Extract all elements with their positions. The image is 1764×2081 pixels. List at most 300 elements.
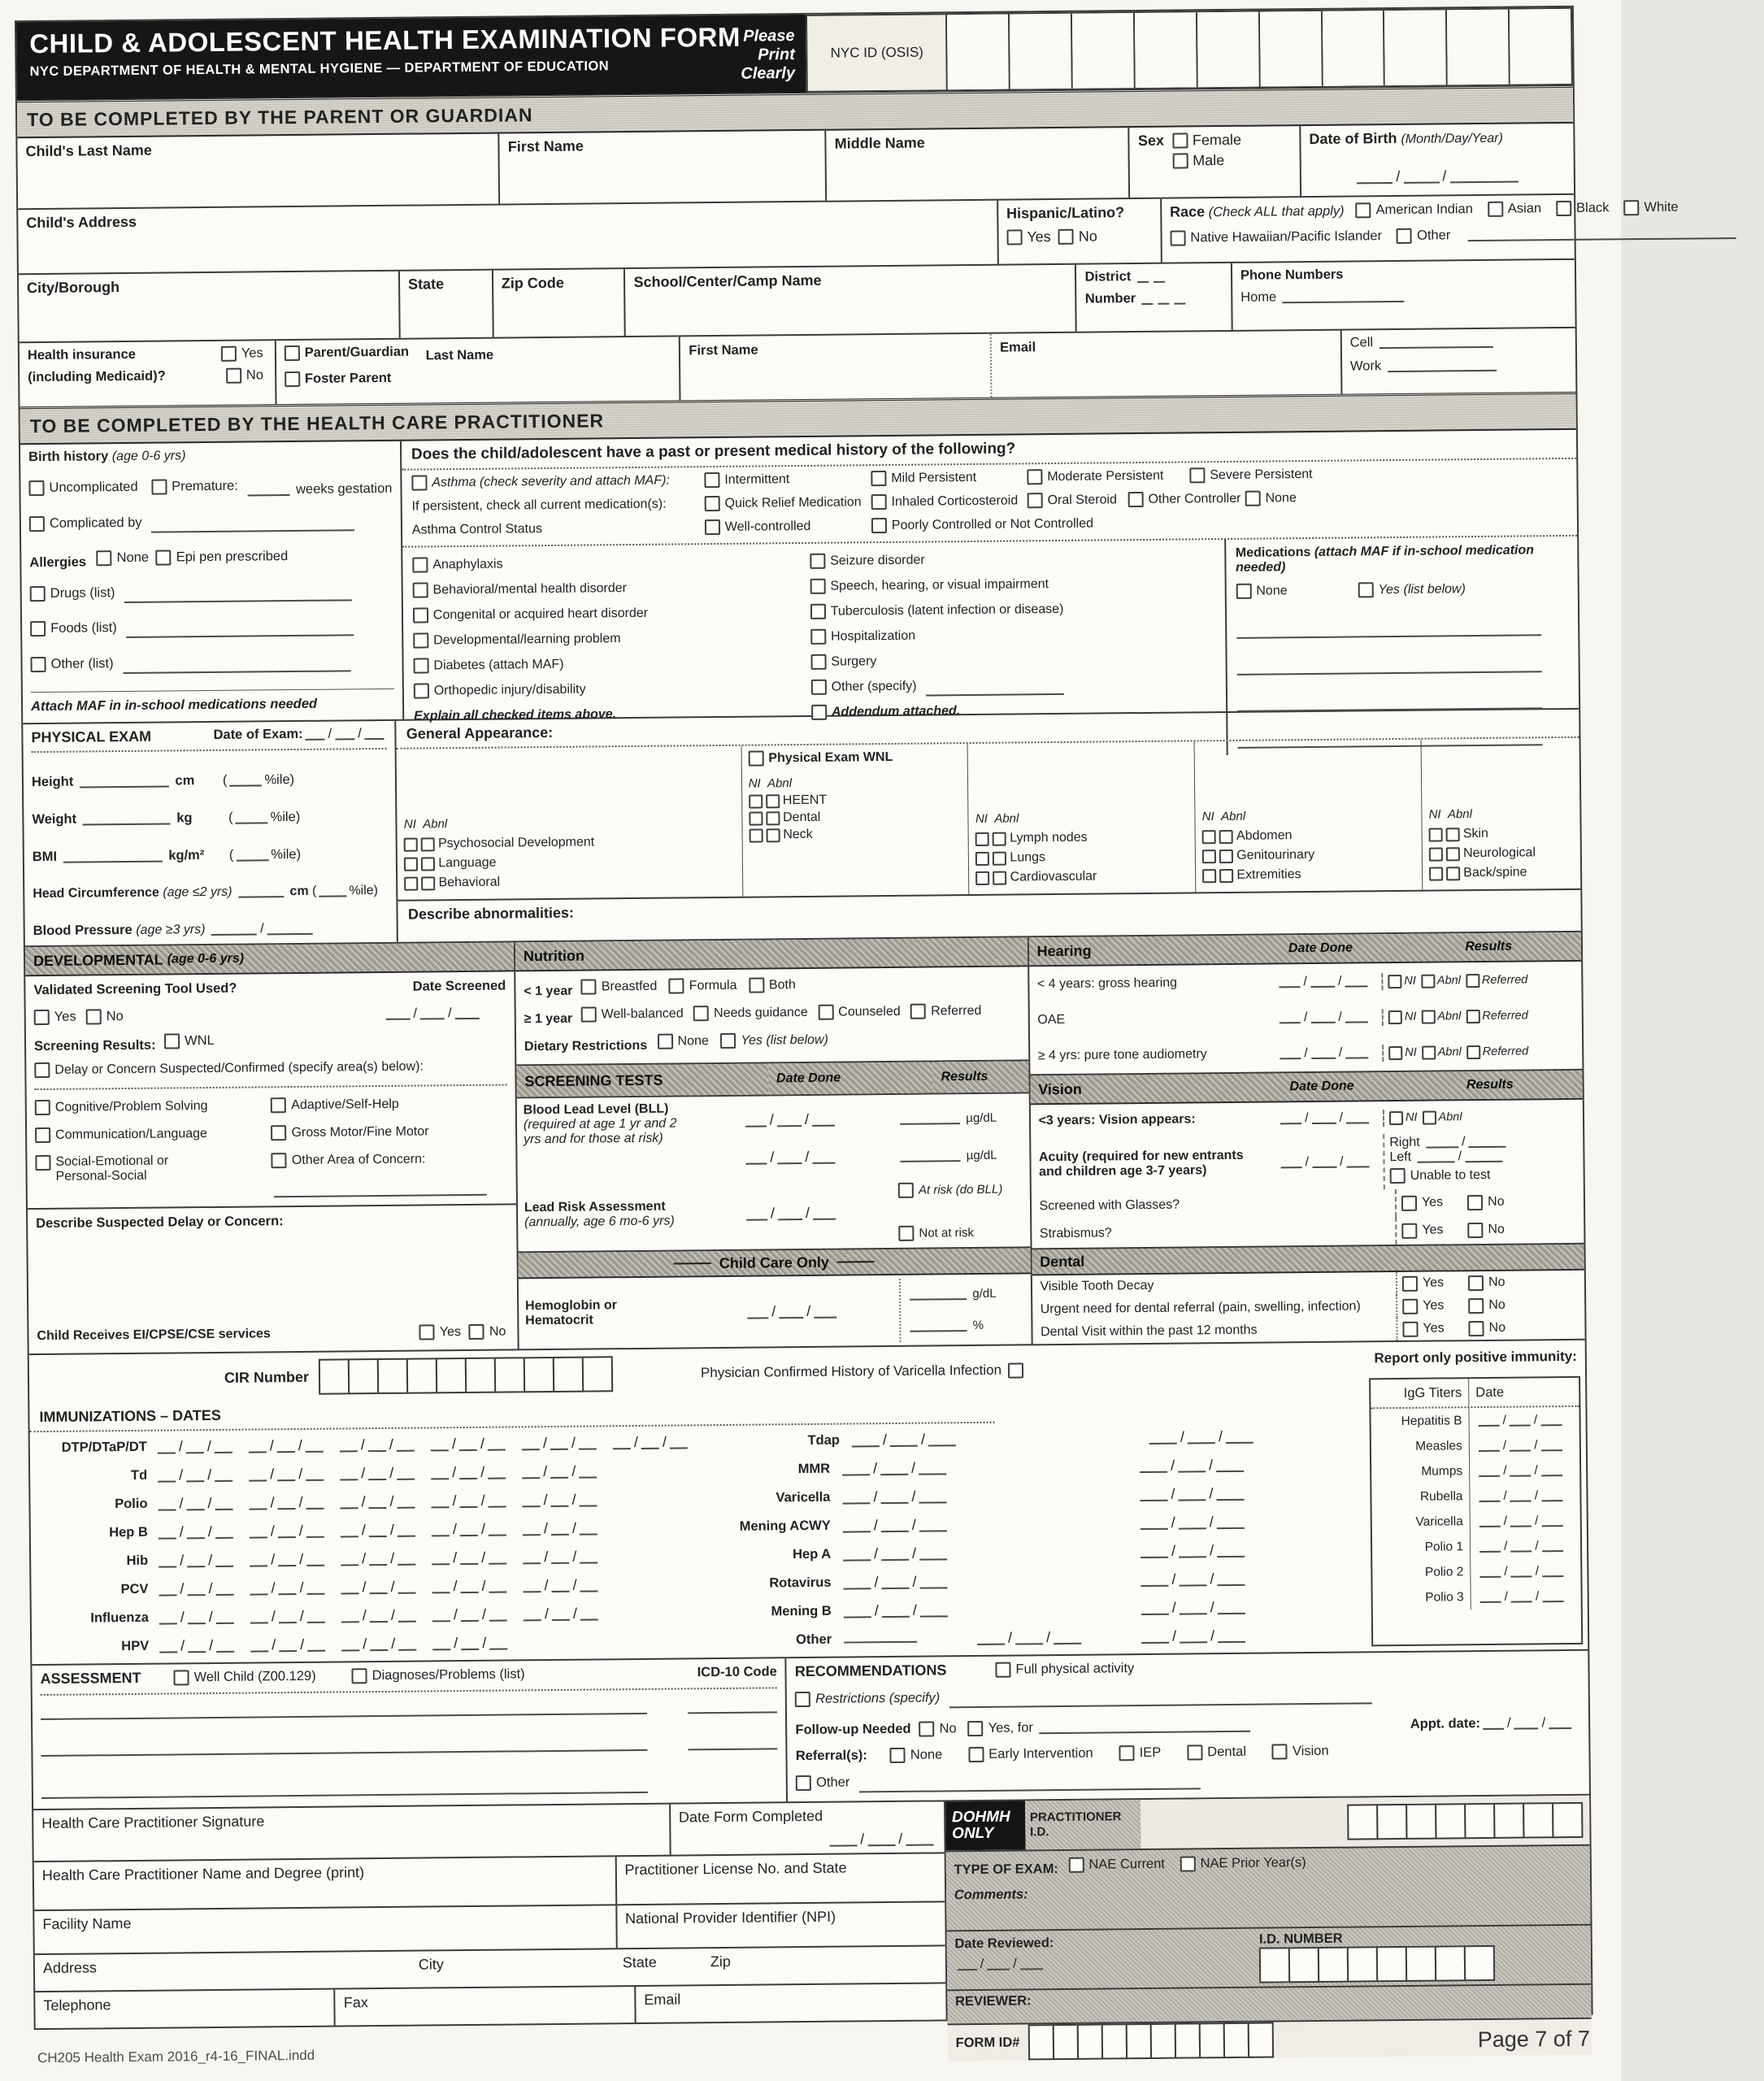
blank-segment[interactable] — [431, 1439, 449, 1451]
blank-segment[interactable] — [881, 1549, 909, 1561]
option-premature[interactable] — [151, 479, 241, 495]
blank-segment[interactable] — [1541, 1489, 1562, 1501]
checkbox[interactable] — [413, 632, 428, 648]
blank-segment[interactable] — [1510, 1489, 1532, 1501]
blank-segment[interactable] — [215, 1470, 232, 1482]
checkbox[interactable] — [1202, 849, 1216, 863]
write-in-box[interactable] — [1347, 1804, 1378, 1840]
checkbox[interactable] — [1469, 1320, 1484, 1336]
write-in-box[interactable] — [1174, 2022, 1200, 2058]
rec-other-blank[interactable] — [859, 1777, 1201, 1792]
blank-segment[interactable] — [919, 1548, 947, 1560]
write-in-box[interactable] — [436, 1358, 467, 1393]
option-ref-dental[interactable] — [1187, 1744, 1249, 1761]
head-pct-blank[interactable] — [319, 884, 346, 897]
option-hearing-abnl[interactable]: Abnl — [1422, 1045, 1462, 1059]
write-in-box[interactable] — [1149, 2023, 1175, 2059]
number-blank[interactable] — [1158, 293, 1170, 305]
blank-segment[interactable] — [455, 1007, 480, 1019]
option-cognitive[interactable] — [35, 1098, 211, 1115]
blank-segment[interactable] — [1541, 1464, 1562, 1476]
option-services-yes[interactable] — [419, 1324, 464, 1340]
blank-segment[interactable] — [881, 1520, 909, 1532]
checkbox[interactable] — [795, 1692, 810, 1707]
write-in-box[interactable] — [465, 1358, 496, 1393]
option-race-hawaiian[interactable] — [1170, 228, 1385, 246]
blank-segment[interactable] — [158, 1470, 176, 1482]
date-blank[interactable] — [1475, 1413, 1564, 1428]
blank-segment[interactable] — [579, 1437, 597, 1449]
checkbox[interactable] — [1006, 229, 1022, 245]
checkbox[interactable] — [30, 621, 46, 636]
checkbox[interactable] — [285, 371, 300, 387]
checkbox[interactable] — [35, 1155, 50, 1171]
option-full-activity[interactable] — [995, 1661, 1137, 1678]
option-asthma-intermittent[interactable] — [704, 471, 871, 488]
blank-segment[interactable] — [431, 1467, 449, 1479]
option-complicated[interactable] — [29, 515, 146, 531]
blank-segment[interactable] — [398, 1497, 415, 1509]
blank-segment[interactable] — [1345, 1046, 1368, 1058]
blank-segment[interactable] — [250, 1526, 267, 1538]
checkbox[interactable] — [704, 496, 719, 511]
blank-segment[interactable] — [306, 728, 325, 741]
date-blank[interactable] — [246, 1437, 326, 1455]
blank-segment[interactable] — [1188, 1432, 1215, 1444]
race-other-blank[interactable] — [1467, 227, 1736, 241]
option-oral-steroid[interactable] — [1027, 492, 1127, 508]
date-blank[interactable] — [428, 1464, 508, 1482]
blank-segment[interactable] — [746, 1208, 767, 1220]
blank-segment[interactable] — [432, 1553, 450, 1565]
option-visit-yes[interactable] — [1402, 1321, 1447, 1337]
date-blank[interactable] — [246, 1466, 326, 1484]
assessment-line[interactable] — [41, 1792, 648, 1799]
acuity-right-blank[interactable] — [1423, 1135, 1509, 1150]
blank-segment[interactable] — [1541, 1514, 1562, 1527]
blank-segment[interactable] — [215, 1441, 232, 1453]
option-allergies-none[interactable] — [97, 550, 153, 567]
blank-segment[interactable] — [1479, 1540, 1501, 1552]
blank-segment[interactable] — [368, 1468, 386, 1480]
date-blank[interactable] — [339, 1607, 419, 1625]
date-blank[interactable] — [338, 1579, 418, 1597]
checkbox[interactable] — [1556, 201, 1571, 216]
blank-segment[interactable] — [919, 1519, 947, 1531]
checkbox[interactable] — [1388, 1045, 1402, 1059]
write-in-box[interactable] — [1288, 1947, 1319, 1983]
blank-segment[interactable] — [186, 1470, 204, 1482]
option-speech-hearing[interactable] — [810, 576, 1052, 594]
checkbox[interactable] — [1170, 230, 1185, 245]
blank-segment[interactable] — [551, 1552, 569, 1564]
assessment-line[interactable] — [41, 1713, 647, 1720]
write-in-box[interactable] — [1464, 1803, 1495, 1839]
blank-segment[interactable] — [341, 1525, 358, 1537]
checkbox[interactable] — [1272, 1744, 1288, 1760]
write-in-box[interactable] — [1247, 2022, 1273, 2058]
option-nae-prior[interactable] — [1180, 1855, 1309, 1872]
checkbox[interactable] — [1390, 1168, 1406, 1184]
blank-segment[interactable] — [1510, 1464, 1531, 1476]
blank-segment[interactable] — [461, 1638, 479, 1650]
blank-segment[interactable] — [1479, 1439, 1500, 1451]
option-hearing-abnl[interactable]: Abnl — [1421, 974, 1461, 988]
checkbox[interactable] — [1119, 1745, 1135, 1761]
checkbox[interactable] — [1027, 469, 1042, 484]
date-blank[interactable] — [429, 1578, 509, 1596]
bmi-pct-blank[interactable] — [236, 849, 268, 861]
write-in-box[interactable] — [1347, 1946, 1378, 1982]
checkbox[interactable] — [1401, 1195, 1417, 1210]
blank-segment[interactable] — [580, 1523, 597, 1535]
checkbox[interactable] — [871, 518, 887, 533]
blank-segment[interactable] — [1140, 1461, 1167, 1473]
option-hearing-referred[interactable]: Referred — [1466, 1009, 1528, 1023]
date-blank[interactable] — [519, 1491, 599, 1509]
checkbox[interactable] — [1219, 849, 1233, 862]
checkbox[interactable] — [898, 1226, 914, 1241]
checkbox[interactable] — [1058, 229, 1074, 245]
blank-segment[interactable] — [777, 1152, 802, 1164]
date-blank[interactable] — [248, 1636, 328, 1654]
checkbox[interactable] — [1466, 1010, 1479, 1023]
date-blank[interactable] — [519, 1462, 599, 1480]
checkbox[interactable] — [766, 794, 780, 808]
blank-segment[interactable] — [814, 1306, 836, 1318]
checkbox[interactable] — [796, 1775, 811, 1791]
date-blank[interactable] — [1477, 1514, 1566, 1529]
checkbox[interactable] — [1467, 1194, 1483, 1210]
checkbox[interactable] — [30, 586, 46, 602]
blank-segment[interactable] — [1465, 1150, 1502, 1162]
checkbox[interactable] — [968, 1720, 984, 1736]
date-blank[interactable] — [841, 1573, 949, 1591]
checkbox[interactable] — [1623, 200, 1639, 215]
blank-segment[interactable] — [398, 1525, 415, 1537]
blank-segment[interactable] — [523, 1495, 541, 1507]
checkbox[interactable] — [412, 557, 428, 572]
blank-segment[interactable] — [842, 1492, 870, 1504]
option-delay-concern[interactable] — [34, 1058, 427, 1078]
blank-segment[interactable] — [843, 1577, 871, 1589]
blank-segment[interactable] — [1510, 1540, 1532, 1552]
checkbox[interactable] — [976, 871, 990, 884]
checkbox[interactable] — [34, 1062, 50, 1078]
option-medications-yes[interactable] — [1358, 581, 1469, 597]
blank-segment[interactable] — [250, 1611, 268, 1623]
checkbox[interactable] — [35, 1127, 50, 1143]
write-in-box[interactable] — [524, 1357, 554, 1392]
checkbox[interactable] — [272, 1153, 287, 1168]
checkbox[interactable] — [1202, 869, 1216, 883]
checkbox[interactable] — [871, 494, 886, 510]
hct-result-blank[interactable] — [910, 1319, 967, 1332]
blank-segment[interactable] — [1216, 1488, 1244, 1501]
blank-segment[interactable] — [279, 1611, 297, 1623]
blank-segment[interactable] — [249, 1469, 267, 1481]
blank-segment[interactable] — [1510, 1439, 1531, 1451]
option-gross-motor[interactable] — [271, 1123, 432, 1140]
blank-segment[interactable] — [370, 1582, 388, 1594]
option-visit-no[interactable] — [1469, 1320, 1510, 1336]
checkbox[interactable] — [1402, 1275, 1418, 1291]
date-blank[interactable] — [1476, 1463, 1565, 1479]
blank-segment[interactable] — [842, 1463, 870, 1475]
blank-segment[interactable] — [188, 1612, 206, 1624]
date-blank[interactable] — [1138, 1514, 1247, 1531]
blank-segment[interactable] — [1218, 1631, 1245, 1643]
write-in-box[interactable] — [348, 1358, 379, 1394]
blank-segment[interactable] — [1312, 1156, 1336, 1168]
blank-segment[interactable] — [1280, 1112, 1301, 1124]
option-referred[interactable] — [910, 1003, 984, 1019]
checkbox[interactable] — [766, 828, 780, 842]
blank-segment[interactable] — [1345, 1010, 1368, 1023]
blank-segment[interactable] — [459, 1439, 477, 1451]
date-reviewed-blank[interactable] — [955, 1956, 1045, 1972]
date-blank[interactable] — [247, 1579, 327, 1597]
blank-segment[interactable] — [188, 1640, 206, 1653]
checkbox[interactable] — [975, 832, 989, 845]
blank-segment[interactable] — [1468, 1136, 1505, 1148]
checkbox[interactable] — [995, 1662, 1010, 1678]
option-anaphylaxis[interactable] — [412, 556, 506, 572]
blank-segment[interactable] — [341, 1610, 359, 1623]
dob-date-blank[interactable] — [1354, 167, 1520, 185]
blank-segment[interactable] — [1346, 1155, 1369, 1167]
weight-blank[interactable] — [83, 812, 171, 825]
date-blank[interactable] — [430, 1606, 510, 1624]
option-vision-abnl[interactable]: Abnl — [1422, 1110, 1462, 1124]
blank-segment[interactable] — [1140, 1489, 1167, 1501]
option-tuberculosis[interactable] — [810, 602, 1067, 619]
checkbox[interactable] — [1027, 493, 1042, 508]
blank-segment[interactable] — [1540, 1439, 1562, 1451]
blank-segment[interactable] — [524, 1609, 541, 1621]
blank-segment[interactable] — [461, 1610, 479, 1622]
blank-segment[interactable] — [398, 1582, 416, 1594]
checkbox[interactable] — [993, 832, 1006, 845]
checkbox[interactable] — [993, 871, 1007, 884]
blank-segment[interactable] — [211, 923, 257, 936]
blank-segment[interactable] — [1179, 1574, 1206, 1586]
number-blank[interactable] — [1175, 292, 1186, 304]
blank-segment[interactable] — [1514, 1717, 1538, 1729]
checkbox[interactable] — [271, 1097, 286, 1113]
blank-segment[interactable] — [215, 1498, 232, 1510]
blank-segment[interactable] — [488, 1439, 506, 1451]
checkbox[interactable] — [810, 604, 826, 619]
option-decay-no[interactable] — [1468, 1275, 1509, 1290]
blank-segment[interactable] — [1449, 171, 1518, 184]
option-asthma[interactable] — [411, 472, 704, 490]
followup-blank[interactable] — [1039, 1719, 1250, 1733]
blank-segment[interactable] — [385, 1008, 410, 1020]
blank-segment[interactable] — [1346, 1111, 1369, 1123]
blank-segment[interactable] — [745, 1114, 767, 1127]
write-in-box[interactable] — [319, 1358, 350, 1394]
cell-phone-blank[interactable] — [1379, 336, 1493, 349]
blank-segment[interactable] — [1511, 1590, 1532, 1602]
option-adaptive[interactable] — [271, 1097, 402, 1114]
date-blank[interactable] — [975, 1629, 1084, 1647]
date-blank[interactable] — [849, 1431, 958, 1449]
option-vision-ni[interactable]: NI — [1389, 1110, 1418, 1124]
blank-segment[interactable] — [460, 1553, 478, 1565]
blank-segment[interactable] — [977, 1633, 1005, 1645]
blank-segment[interactable] — [890, 1435, 918, 1447]
option-results-wnl[interactable] — [164, 1033, 218, 1049]
checkbox[interactable] — [968, 1747, 984, 1762]
blank-segment[interactable] — [489, 1496, 506, 1508]
write-in-box[interactable] — [1076, 2024, 1102, 2060]
blank-segment[interactable] — [745, 1152, 767, 1164]
id-number-boxes[interactable] — [1259, 1955, 1493, 1972]
checkbox[interactable] — [704, 472, 719, 488]
date-blank[interactable] — [1476, 1488, 1565, 1504]
date-blank[interactable] — [337, 1493, 417, 1511]
option-surgery[interactable] — [810, 654, 880, 670]
blank-segment[interactable] — [523, 1523, 541, 1536]
checkbox[interactable] — [1468, 1297, 1484, 1313]
other-specify-blank[interactable] — [926, 683, 1064, 697]
option-race-white[interactable] — [1623, 200, 1681, 216]
checkbox[interactable] — [1488, 202, 1503, 217]
blank-segment[interactable] — [250, 1554, 267, 1566]
option-tool-yes[interactable] — [34, 1010, 80, 1026]
blank-segment[interactable] — [1226, 1432, 1253, 1444]
blank-segment[interactable] — [928, 1434, 956, 1446]
blank-segment[interactable] — [279, 1640, 297, 1652]
checkbox[interactable] — [1421, 1010, 1435, 1023]
blank-segment[interactable] — [278, 1583, 296, 1595]
blank-segment[interactable] — [1549, 1716, 1571, 1728]
option-ref-none[interactable] — [890, 1748, 946, 1764]
option-heart-disorder[interactable] — [413, 606, 651, 623]
option-medications-none[interactable] — [1236, 582, 1358, 598]
option-ref-vision[interactable] — [1272, 1744, 1332, 1760]
blank-segment[interactable] — [1149, 1432, 1177, 1445]
option-hearing-ni[interactable]: NI — [1388, 1045, 1417, 1059]
checkbox[interactable] — [1388, 1010, 1402, 1023]
checkbox[interactable] — [34, 1010, 50, 1025]
blank-segment[interactable] — [552, 1609, 570, 1621]
write-in-box[interactable] — [1197, 12, 1261, 88]
blank-segment[interactable] — [341, 1553, 358, 1566]
blank-segment[interactable] — [460, 1524, 478, 1536]
blank-segment[interactable] — [277, 1469, 295, 1481]
option-asthma-med-none[interactable] — [1245, 490, 1299, 506]
checkbox[interactable] — [1467, 1222, 1483, 1237]
hearing-date-blank[interactable] — [1277, 1010, 1371, 1025]
checkbox[interactable] — [1008, 1362, 1023, 1378]
blank-segment[interactable] — [187, 1555, 205, 1567]
blank-segment[interactable] — [306, 1583, 324, 1595]
date-blank[interactable] — [157, 1637, 237, 1655]
blank-segment[interactable] — [459, 1467, 477, 1479]
blank-segment[interactable] — [340, 1440, 358, 1452]
blank-segment[interactable] — [267, 923, 313, 936]
blank-segment[interactable] — [1217, 1545, 1245, 1557]
option-race-american-indian[interactable] — [1356, 202, 1476, 218]
write-in-box[interactable] — [1510, 9, 1571, 85]
option-unable-to-test[interactable] — [1390, 1167, 1494, 1184]
write-in-box[interactable] — [1010, 14, 1073, 89]
blank-segment[interactable] — [1281, 1156, 1302, 1168]
blank-segment[interactable] — [420, 1007, 445, 1019]
blank-segment[interactable] — [812, 1114, 835, 1126]
option-nae-current[interactable] — [1068, 1857, 1168, 1873]
write-in-box[interactable] — [1318, 1947, 1349, 1983]
write-in-box[interactable] — [947, 15, 1010, 90]
blank-segment[interactable] — [1218, 1602, 1245, 1614]
option-seizure[interactable] — [810, 553, 928, 569]
blank-segment[interactable] — [159, 1555, 176, 1567]
option-at-risk[interactable] — [898, 1181, 1023, 1197]
blank-segment[interactable] — [580, 1579, 598, 1592]
blank-segment[interactable] — [306, 1497, 324, 1510]
appt-date-blank[interactable] — [1480, 1714, 1574, 1731]
checkbox[interactable] — [97, 550, 112, 566]
blank-segment[interactable] — [579, 1466, 597, 1478]
checkbox[interactable] — [749, 977, 764, 993]
blank-segment[interactable] — [1178, 1488, 1206, 1501]
date-blank[interactable] — [521, 1576, 601, 1594]
option-followup-no[interactable] — [919, 1721, 959, 1736]
option-race-asian[interactable] — [1488, 201, 1545, 217]
blank-segment[interactable] — [882, 1605, 910, 1618]
option-communication[interactable] — [35, 1126, 211, 1143]
checkbox[interactable] — [919, 1721, 934, 1736]
blank-segment[interactable] — [1141, 1603, 1169, 1615]
option-asthma-moderate[interactable] — [1027, 467, 1189, 484]
checkbox[interactable] — [411, 475, 427, 490]
option-drugs[interactable] — [30, 585, 119, 602]
date-blank[interactable] — [1137, 1485, 1246, 1503]
option-other-controller[interactable] — [1127, 491, 1245, 507]
date-blank[interactable] — [1477, 1539, 1566, 1554]
medication-line[interactable] — [1236, 660, 1542, 676]
date-blank[interactable] — [429, 1521, 509, 1539]
blank-segment[interactable] — [881, 1577, 909, 1589]
blank-segment[interactable] — [522, 1438, 540, 1450]
blank-segment[interactable] — [550, 1438, 568, 1450]
blank-segment[interactable] — [306, 1554, 324, 1566]
write-in-box[interactable] — [1125, 2023, 1151, 2059]
checkbox[interactable] — [818, 1005, 833, 1020]
blank-segment[interactable] — [1217, 1574, 1245, 1586]
blank-segment[interactable] — [920, 1605, 948, 1617]
checkbox[interactable] — [1245, 491, 1260, 506]
checkbox[interactable] — [1397, 228, 1412, 244]
blank-segment[interactable] — [398, 1610, 416, 1623]
checkbox[interactable] — [413, 658, 428, 673]
blank-segment[interactable] — [1280, 1011, 1301, 1023]
date-blank[interactable] — [246, 1494, 326, 1512]
date-screened-blank[interactable] — [383, 1006, 481, 1022]
blank-segment[interactable] — [306, 1440, 324, 1453]
blank-segment[interactable] — [277, 1440, 295, 1453]
checkbox[interactable] — [811, 680, 827, 695]
blank-segment[interactable] — [919, 1491, 946, 1503]
vision-date-blank[interactable] — [1278, 1110, 1371, 1126]
date-blank[interactable] — [520, 1548, 600, 1566]
write-in-box[interactable] — [1447, 10, 1510, 85]
blank-segment[interactable] — [215, 1527, 233, 1539]
option-uncomplicated[interactable] — [28, 480, 141, 496]
write-in-box[interactable] — [1523, 1802, 1553, 1838]
